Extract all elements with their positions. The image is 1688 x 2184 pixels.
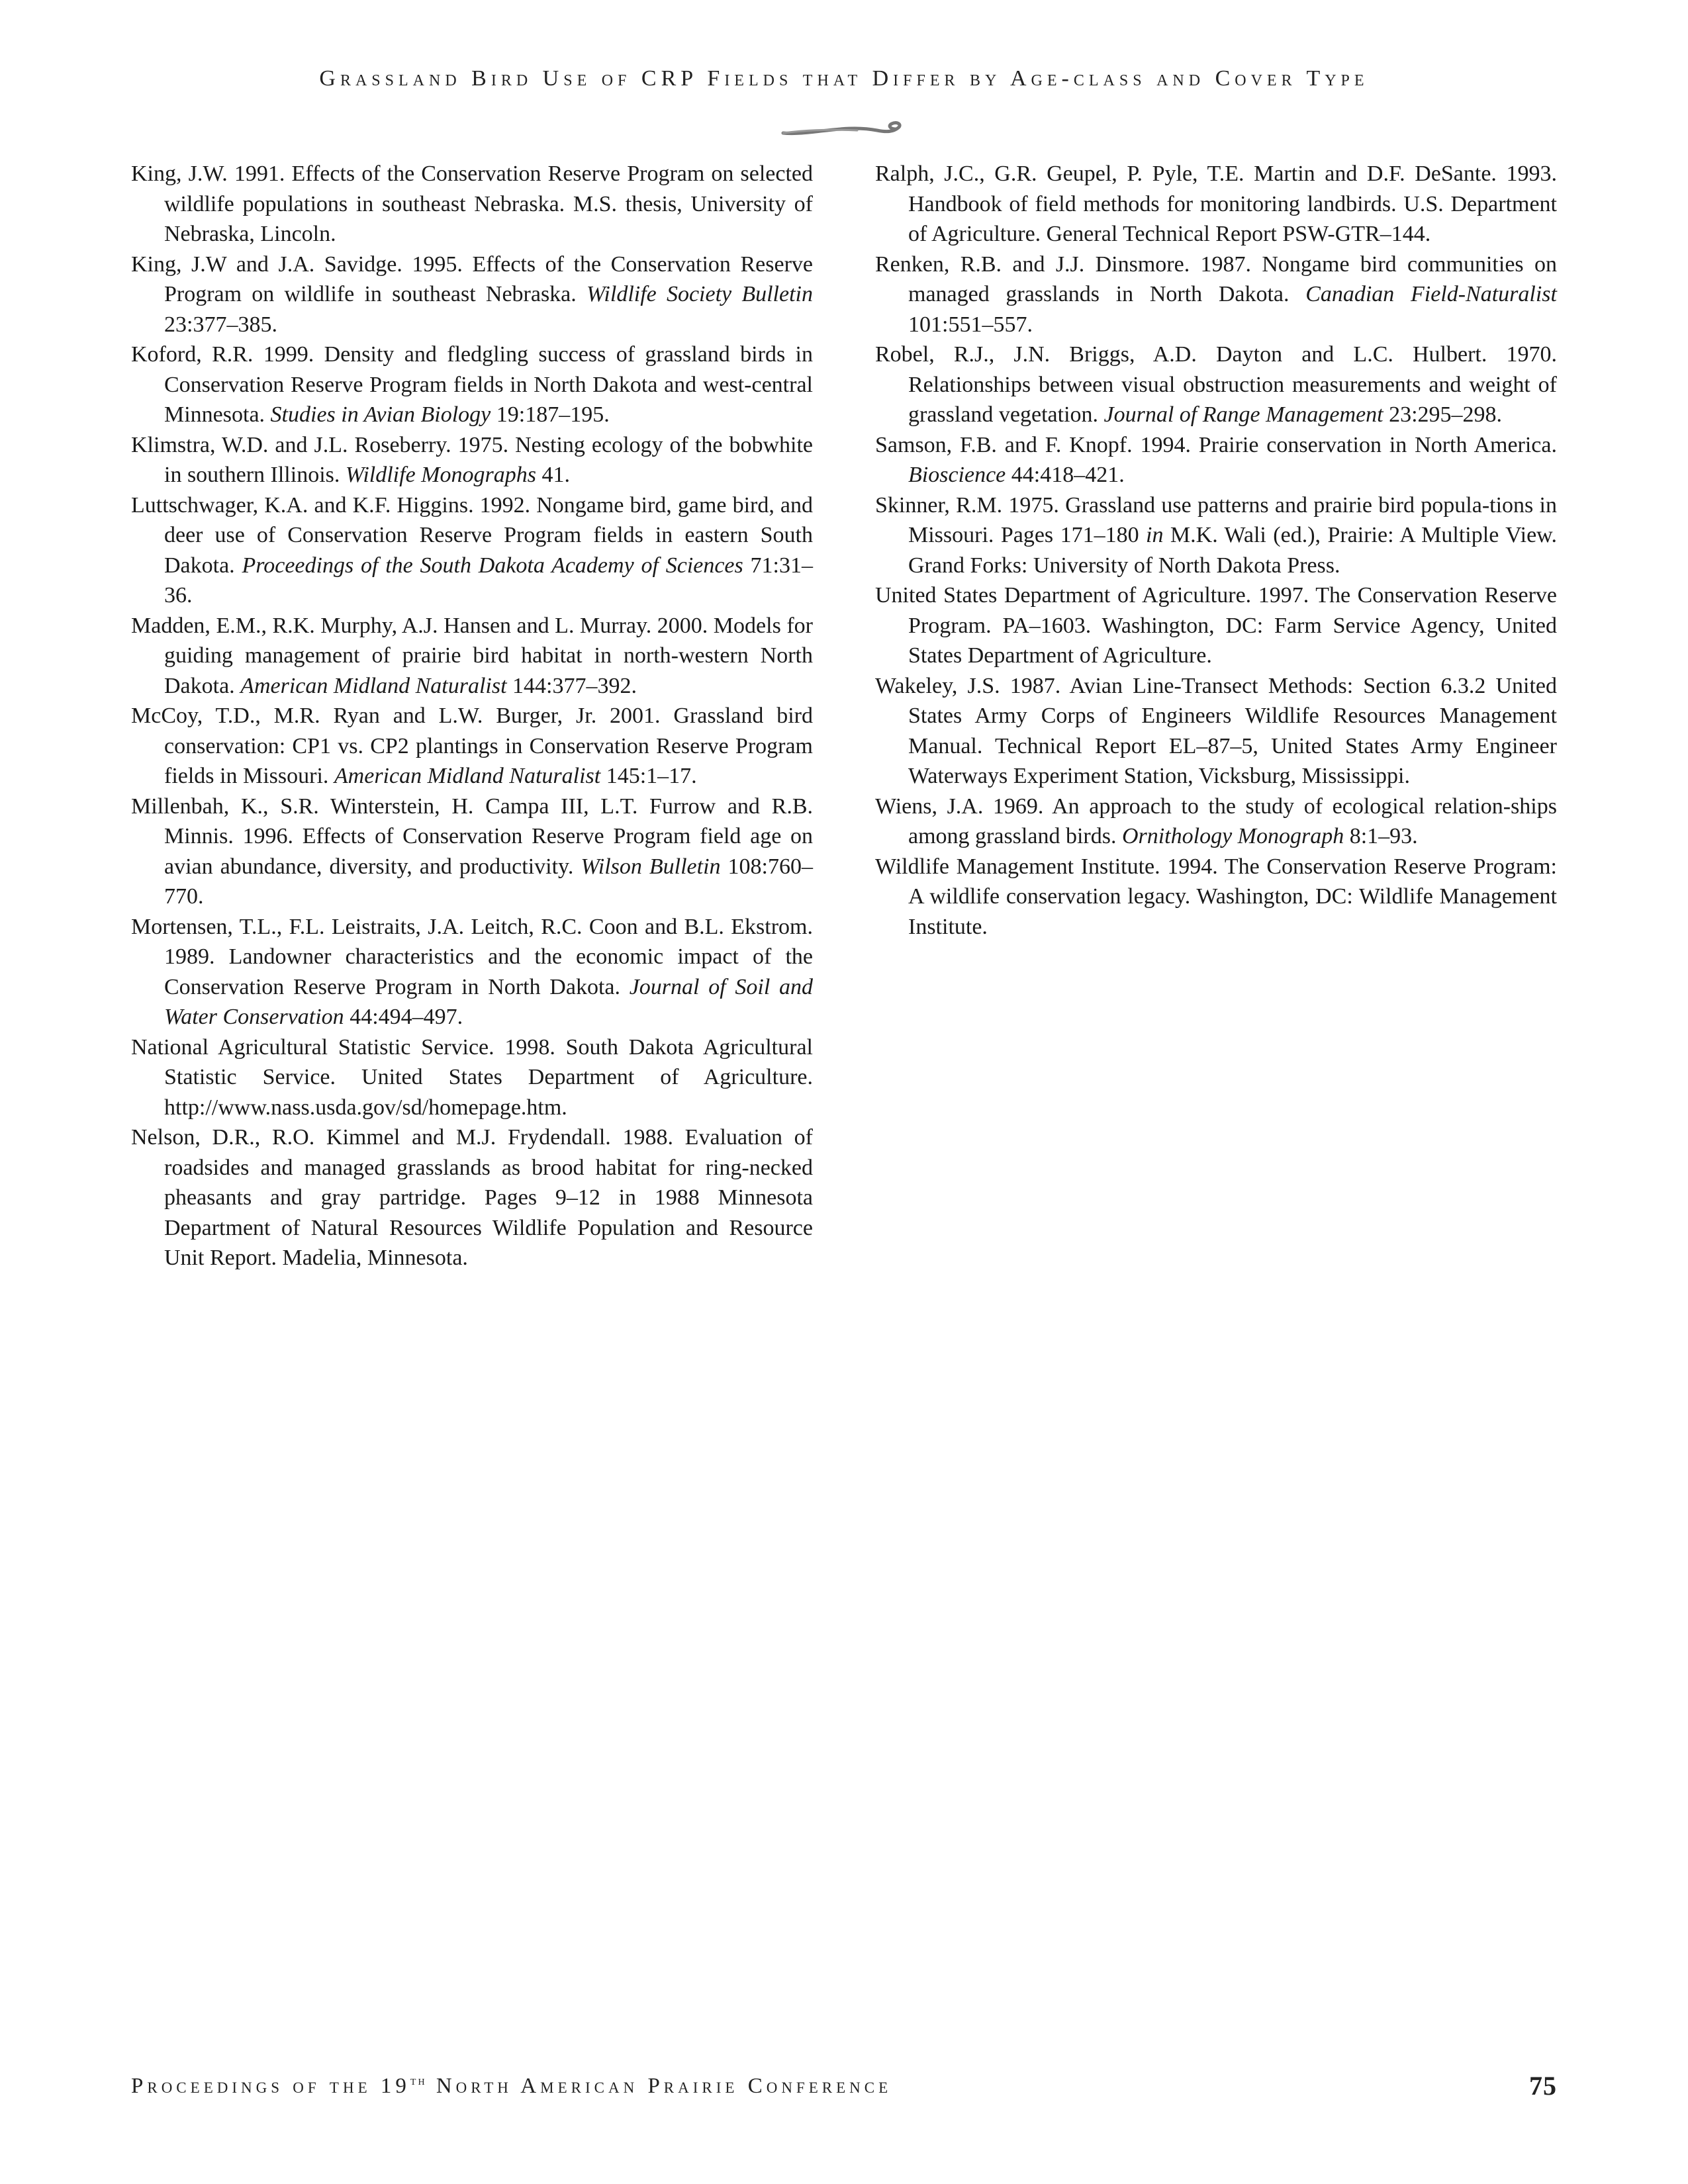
reference-entry: Wiens, J.A. 1969. An approach to the study of ecological relation-ships among grassland birds. Ornithology Monograph 8:1–93.: [875, 794, 1557, 848]
references-right-column: [875, 159, 1557, 942]
reference-entry: Wildlife Management Institute. 1994. The Conservation Reserve Program: A wildlife conservation legacy. Washington, DC: Wildlife Management Institute.: [875, 854, 1557, 939]
reference-entry: Millenbah, K., S.R. Winterstein, H. Campa III, L.T. Furrow and R.B. Minnis. 1996. Effects of Conservation Reserve Program field age on avian abundance, diversity, and productivity. Wilson Bulletin 108:760–770.: [131, 794, 813, 909]
running-head: Grassland Bird Use of CRP Fields that Differ by Age-class and Cover Type: [319, 66, 1369, 91]
page-number: 75: [1529, 2071, 1557, 2101]
reference-entry: Nelson, D.R., R.O. Kimmel and M.J. Frydendall. 1988. Evaluation of roadsides and managed grasslands as brood habitat for ring-necked pheasants and gray partridge. Pages 9–12 in 1988 Minnesota Department of Natural Resources Wildlife Population and Resource Unit Report. Madelia, Minnesota.: [131, 1125, 813, 1270]
reference-entry: Robel, R.J., J.N. Briggs, A.D. Dayton and L.C. Hulbert. 1970. Relationships between visual obstruction measurements and weight of grassland vegetation. Journal of Range Management 23:295–298.: [875, 342, 1557, 427]
reference-entry: Wakeley, J.S. 1987. Avian Line-Transect Methods: Section 6.3.2 United States Army Corps of Engineers Wildlife Resources Management Manual. Technical Report EL–87–5, United States Army Engineer Waterways Experiment Station, Vicksburg, Mississippi.: [875, 673, 1557, 788]
reference-entry: Mortensen, T.L., F.L. Leistraits, J.A. Leitch, R.C. Coon and B.L. Ekstrom. 1989. Landowner characteristics and the economic impact of the Conservation Reserve Program in North Dakota. Journal of Soil and Water Conservation 44:494–497.: [131, 914, 814, 1029]
footer-journal-title: Proceedings of the 19th North American Prairie Conference: [131, 2073, 892, 2098]
reference-entry: Madden, E.M., R.K. Murphy, A.J. Hansen and L. Murray. 2000. Models for guiding management of prairie bird habitat in north-western North Dakota. American Midland Naturalist 144:377–392.: [131, 613, 813, 698]
reference-entry: National Agricultural Statistic Service. 1998. South Dakota Agricultural Statistic Service. United States Department of Agriculture. http://www.nass.usda.gov/sd/homepage.htm.: [131, 1034, 813, 1120]
reference-entry: McCoy, T.D., M.R. Ryan and L.W. Burger, Jr. 2001. Grassland bird conservation: CP1 vs. CP2 plantings in Conservation Reserve Program fields in Missouri. American Midland Naturalist 145:1–17.: [131, 704, 813, 788]
reference-entry: Klimstra, W.D. and J.L. Roseberry. 1975. Nesting ecology of the bobwhite in southern Illinois. Wildlife Monographs 41.: [131, 432, 813, 487]
references-left-column: [131, 159, 813, 1273]
reference-entry: Ralph, J.C., G.R. Geupel, P. Pyle, T.E. Martin and D.F. DeSante. 1993. Handbook of field methods for monitoring landbirds. U.S. Department of Agriculture. General Technical Report PSW-GTR–144.: [875, 161, 1557, 246]
reference-entry: King, J.W and J.A. Savidge. 1995. Effects of the Conservation Reserve Program on wildlife in southeast Nebraska. Wildlife Society Bulletin 23:377–385.: [131, 251, 813, 337]
ornament-divider-icon: [778, 116, 910, 142]
reference-entry: Skinner, R.M. 1975. Grassland use patterns and prairie bird popula-tions in Missouri. Pages 171–180 in M.K. Wali (ed.), Prairie: A Multiple View. Grand Forks: University of North Dakota Press.: [875, 492, 1558, 578]
reference-entry: Luttschwager, K.A. and K.F. Higgins. 1992. Nongame bird, game bird, and deer use of Conservation Reserve Program fields in eastern South Dakota. Proceedings of the South Dakota Academy of Sciences 71:31–36.: [131, 492, 813, 608]
reference-entry: Samson, F.B. and F. Knopf. 1994. Prairie conservation in North America. Bioscience 44:418–421.: [875, 432, 1557, 487]
reference-entry: King, J.W. 1991. Effects of the Conservation Reserve Program on selected wildlife populations in southeast Nebraska. M.S. thesis, University of Nebraska, Lincoln.: [131, 161, 813, 246]
reference-entry: Koford, R.R. 1999. Density and fledgling success of grassland birds in Conservation Reserve Program fields in North Dakota and west-central Minnesota. Studies in Avian Biology 19:187–195.: [131, 342, 813, 427]
reference-entry: Renken, R.B. and J.J. Dinsmore. 1987. Nongame bird communities on managed grasslands in North Dakota. Canadian Field-Naturalist 101:551–557.: [875, 251, 1557, 337]
reference-entry: United States Department of Agriculture. 1997. The Conservation Reserve Program. PA–1603. Washington, DC: Farm Service Agency, United States Department of Agriculture.: [875, 583, 1557, 668]
